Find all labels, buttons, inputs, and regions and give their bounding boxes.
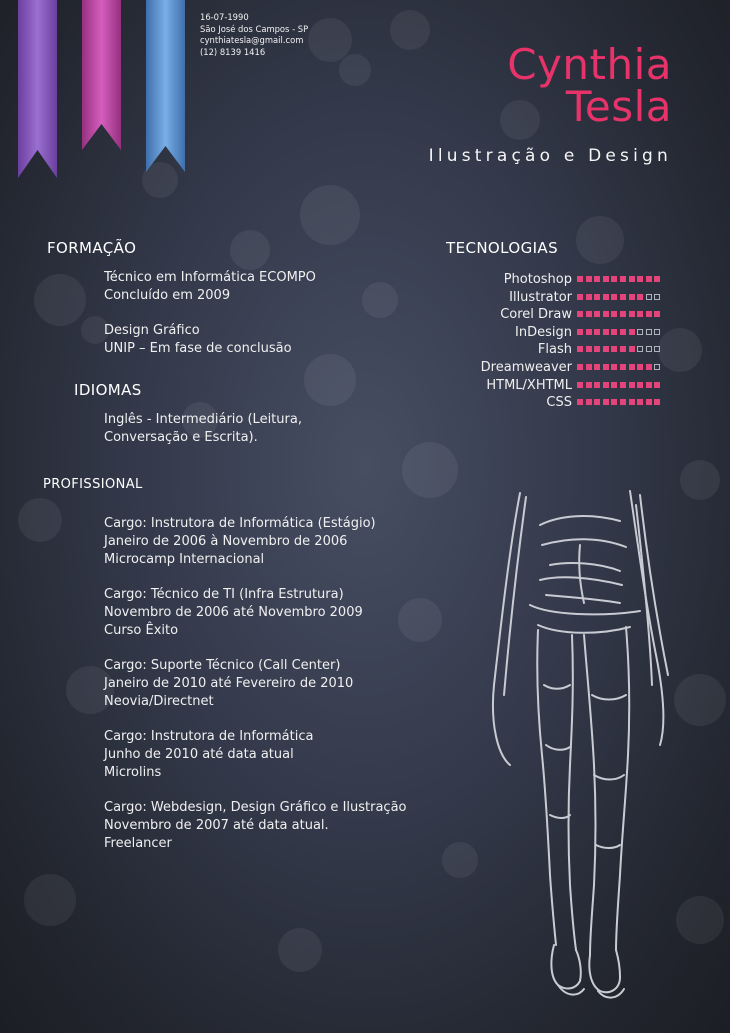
skill-segment-filled <box>637 311 643 317</box>
skill-segment-filled <box>603 311 609 317</box>
skill-segment-empty <box>654 329 660 335</box>
skill-segment-filled <box>654 311 660 317</box>
skill-segment-filled <box>577 382 583 388</box>
skill-segment-filled <box>577 364 583 370</box>
job-entry <box>104 586 407 640</box>
formacao-line: Design Gráfico <box>104 323 200 338</box>
profissional-block <box>104 515 407 853</box>
ribbon-purple <box>18 0 57 178</box>
skill-segment-filled <box>620 382 626 388</box>
person-name <box>507 40 672 131</box>
skill-segment-filled <box>646 399 652 405</box>
skill-segment-filled <box>603 346 609 352</box>
formacao-heading: FORMAÇÃO <box>47 239 137 257</box>
formacao-block <box>104 269 316 358</box>
job-period: Novembro de 2007 até data atual. <box>104 818 329 833</box>
job-period: Junho de 2010 até data atual <box>104 747 294 762</box>
skill-label: InDesign <box>515 324 572 340</box>
skill-segment-filled <box>620 294 626 300</box>
skill-segment-filled <box>586 276 592 282</box>
skills-list <box>430 271 670 412</box>
skill-row <box>430 306 670 324</box>
job-company: Curso Êxito <box>104 623 179 638</box>
tecnologias-heading: TECNOLOGIAS <box>446 239 559 257</box>
skill-label: Flash <box>537 342 572 358</box>
skill-segment-filled <box>629 311 635 317</box>
city: São José dos Campos - SP <box>200 23 309 34</box>
skill-segment-filled <box>620 329 626 335</box>
skill-row <box>430 271 670 289</box>
skill-row <box>430 341 670 359</box>
profissional-heading: PROFISSIONAL <box>43 477 143 492</box>
skill-segment-filled <box>577 329 583 335</box>
job-entry <box>104 657 407 711</box>
skill-segment-filled <box>577 276 583 282</box>
last-name: Tesla <box>565 82 672 131</box>
skill-segment-filled <box>594 276 600 282</box>
skill-label: HTML/XHTML <box>486 377 572 393</box>
skill-segment-empty <box>654 294 660 300</box>
skill-segment-filled <box>654 399 660 405</box>
tagline: Ilustração e Design <box>428 146 672 166</box>
skill-segment-filled <box>586 399 592 405</box>
skill-segment-filled <box>637 382 643 388</box>
skill-segment-empty <box>654 346 660 352</box>
skill-segment-filled <box>637 294 643 300</box>
skill-row <box>430 324 670 342</box>
phone: (12) 8139 1416 <box>200 46 266 57</box>
skill-segment-filled <box>577 311 583 317</box>
skill-segment-filled <box>620 276 626 282</box>
skill-segment-filled <box>629 382 635 388</box>
skill-segment-filled <box>586 329 592 335</box>
skill-label: Dreamweaver <box>480 359 572 375</box>
skill-segment-filled <box>629 399 635 405</box>
skill-segment-filled <box>611 311 617 317</box>
birth-date: 16-07-1990 <box>200 12 249 22</box>
skill-label: CSS <box>546 395 572 411</box>
skill-label: Corel Draw <box>500 307 572 323</box>
skill-segment-filled <box>594 294 600 300</box>
skill-label: Illustrator <box>509 289 572 305</box>
formacao-line: Concluído em 2009 <box>104 288 231 303</box>
skill-segment-filled <box>611 382 617 388</box>
skill-segment-filled <box>603 294 609 300</box>
skill-segment-filled <box>586 364 592 370</box>
skill-segment-filled <box>629 294 635 300</box>
job-entry <box>104 728 407 782</box>
skill-segment-filled <box>620 399 626 405</box>
job-company: Microcamp Internacional <box>104 552 265 567</box>
job-company: Neovia/Directnet <box>104 694 214 709</box>
skill-segment-filled <box>646 311 652 317</box>
skill-segment-filled <box>611 399 617 405</box>
idiomas-line: Inglês - Intermediário (Leitura, <box>104 412 302 427</box>
skill-segment-filled <box>637 364 643 370</box>
job-role: Cargo: Suporte Técnico (Call Center) <box>104 658 341 673</box>
skill-segment-filled <box>629 276 635 282</box>
skill-row <box>430 289 670 307</box>
skill-segment-filled <box>594 329 600 335</box>
idiomas-line: Conversação e Escrita). <box>104 430 258 445</box>
skill-segment-filled <box>637 399 643 405</box>
skill-segment-filled <box>646 382 652 388</box>
skill-segment-filled <box>611 329 617 335</box>
ribbon-blue <box>146 0 185 178</box>
skill-segment-filled <box>594 382 600 388</box>
job-period: Novembro de 2006 até Novembro 2009 <box>104 605 363 620</box>
contact-info <box>200 12 308 58</box>
skill-segment-filled <box>646 364 652 370</box>
skill-segment-filled <box>594 311 600 317</box>
skill-segment-filled <box>654 382 660 388</box>
skill-segment-filled <box>586 346 592 352</box>
formacao-line: UNIP – Em fase de conclusão <box>104 341 292 356</box>
skill-segment-empty <box>646 294 652 300</box>
job-role: Cargo: Instrutora de Informática <box>104 729 314 744</box>
skill-segment-filled <box>603 382 609 388</box>
job-company: Freelancer <box>104 836 172 851</box>
skill-segment-filled <box>620 311 626 317</box>
job-company: Microlins <box>104 765 162 780</box>
job-role: Cargo: Webdesign, Design Gráfico e Ilustração <box>104 800 407 815</box>
idiomas-block <box>104 411 302 447</box>
skill-segment-filled <box>611 364 617 370</box>
skill-segment-filled <box>603 364 609 370</box>
skill-segment-filled <box>594 346 600 352</box>
skill-segment-filled <box>586 382 592 388</box>
skill-segment-filled <box>577 294 583 300</box>
first-name: Cynthia <box>507 40 672 89</box>
skill-segment-filled <box>611 276 617 282</box>
skill-segment-filled <box>654 276 660 282</box>
skill-segment-filled <box>577 399 583 405</box>
skill-segment-empty <box>637 346 643 352</box>
formacao-line: Técnico em Informática ECOMPO <box>104 270 316 285</box>
skill-segment-empty <box>654 364 660 370</box>
skill-segment-filled <box>603 329 609 335</box>
skill-segment-filled <box>603 276 609 282</box>
skill-segment-filled <box>646 276 652 282</box>
skill-segment-filled <box>586 311 592 317</box>
skill-segment-filled <box>594 364 600 370</box>
skill-label: Photoshop <box>503 272 572 287</box>
job-entry <box>104 515 407 569</box>
skill-segment-filled <box>629 364 635 370</box>
skill-row <box>430 394 670 412</box>
email: cynthiatesla@gmail.com <box>200 35 304 46</box>
skill-segment-empty <box>646 346 652 352</box>
skill-segment-filled <box>629 329 635 335</box>
job-period: Janeiro de 2006 à Novembro de 2006 <box>104 534 348 549</box>
ribbon-magenta <box>82 0 121 178</box>
job-role: Cargo: Técnico de TI (Infra Estrutura) <box>104 587 344 602</box>
skill-row <box>430 377 670 395</box>
skill-segment-filled <box>629 346 635 352</box>
job-role: Cargo: Instrutora de Informática (Estágio) <box>104 516 376 531</box>
skill-segment-filled <box>586 294 592 300</box>
job-period: Janeiro de 2010 até Fevereiro de 2010 <box>104 676 354 691</box>
skill-segment-filled <box>577 346 583 352</box>
skill-row <box>430 359 670 377</box>
figure-illustration <box>480 485 690 1005</box>
skill-segment-filled <box>611 294 617 300</box>
skill-segment-empty <box>637 329 643 335</box>
job-entry <box>104 799 407 853</box>
skill-segment-filled <box>637 276 643 282</box>
skill-segment-filled <box>594 399 600 405</box>
idiomas-heading: IDIOMAS <box>74 381 142 399</box>
skill-segment-filled <box>611 346 617 352</box>
skill-segment-filled <box>620 346 626 352</box>
skill-segment-filled <box>603 399 609 405</box>
skill-segment-filled <box>620 364 626 370</box>
skill-segment-empty <box>646 329 652 335</box>
